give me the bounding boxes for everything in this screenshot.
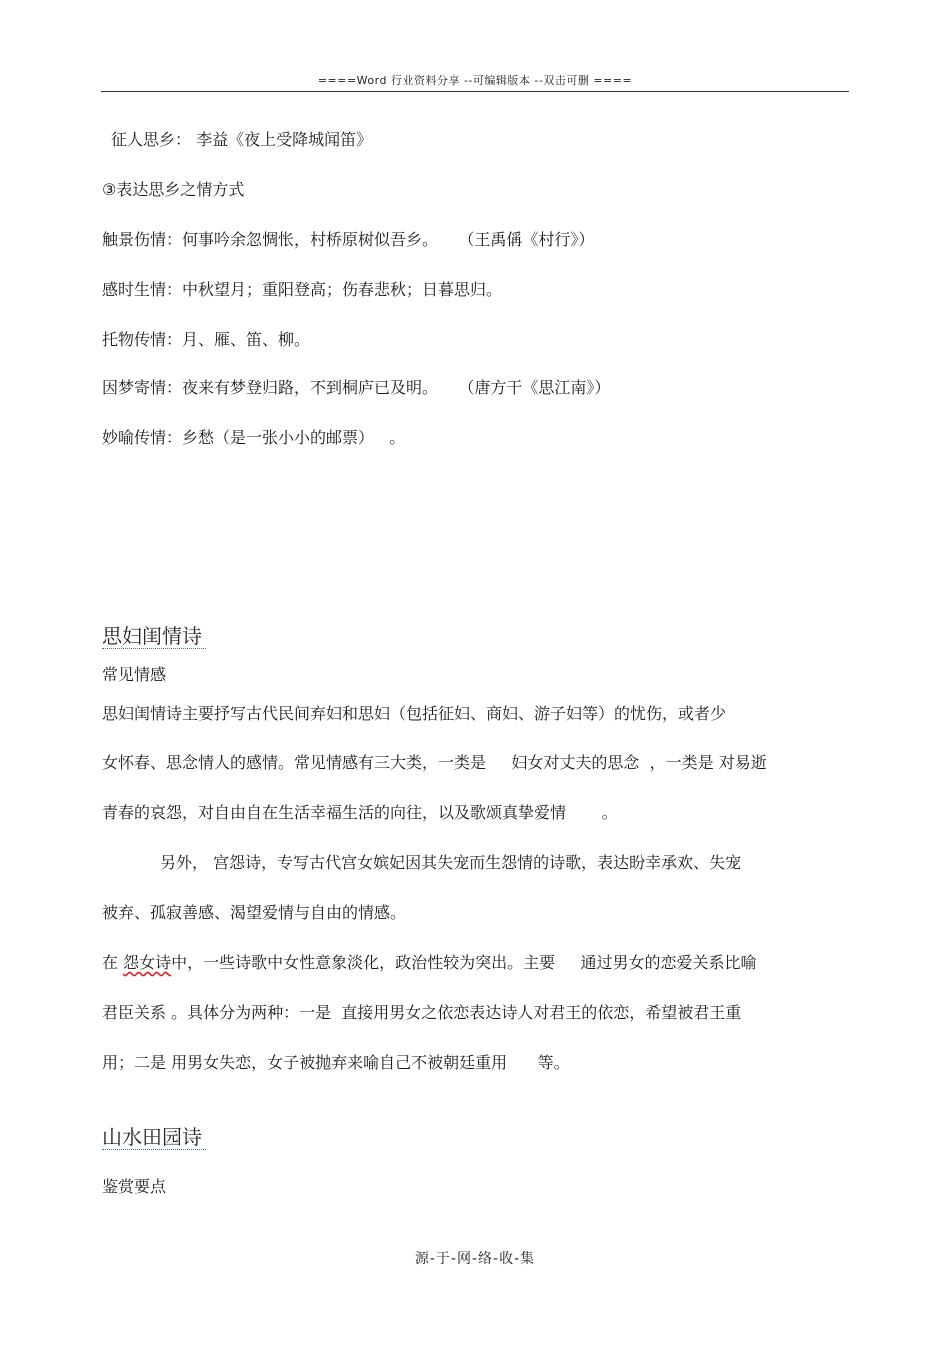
line-scene-emotion: 触景伤情：何事吟余忽惆怅，村桥原树似吾乡。 （王禹偁《村行》）: [102, 230, 595, 249]
line-soldier-nostalgia: 征人思乡： 李益《夜上受降城闻笛》: [111, 130, 373, 149]
paragraph-1-line-3: 青春的哀怨，对自由自在生活幸福生活的向往，以及歌颂真挚爱情 。: [102, 803, 618, 822]
line-time-emotion: 感时生情：中秋望月；重阳登高；伤春悲秋；日暮思归。: [102, 280, 503, 299]
line-metaphor-emotion: 妙喻传情：乡愁（是一张小小的邮票） 。: [102, 428, 406, 447]
page-footer: 源-于-网-络-收-集: [414, 1251, 536, 1267]
line-object-emotion: 托物传情：月、雁、笛、柳。: [102, 330, 311, 349]
subheading-common-emotions: 常见情感: [102, 665, 167, 684]
subheading-appreciation-points: 鉴赏要点: [102, 1177, 167, 1196]
paragraph-3-line-1: [102, 953, 757, 973]
subheading-nostalgia-methods: ③表达思乡之情方式: [102, 180, 245, 199]
heading-boudoir-poetry: 思妇闺情诗: [102, 624, 206, 649]
header-rule: [101, 91, 849, 92]
paragraph-1-line-2: 女怀春、思念情人的感情。常见情感有三大类，一类是 妇女对丈夫的思念 ，一类是 对易逝: [102, 753, 767, 772]
page-header: ====Word 行业资料分享 --可编辑版本 --双击可删 ====: [317, 74, 633, 87]
p3-prefix: 在: [102, 953, 124, 972]
paragraph-2-line-1: 另外， 宫怨诗，专写古代宫女嫔妃因其失宠而生怨情的诗歌，表达盼幸承欢、失宠: [160, 853, 742, 872]
spellcheck-underlined-term: 怨女诗: [123, 953, 172, 972]
paragraph-1-line-1: 思妇闺情诗主要抒写古代民间弃妇和思妇（包括征妇、商妇、游子妇等）的忧伤，或者少: [102, 704, 727, 723]
paragraph-3-line-2: 君臣关系 。具体分为两种：一是 直接用男女之依恋表达诗人对君王的依恋，希望被君王重: [102, 1003, 742, 1022]
line-dream-emotion: 因梦寄情：夜来有梦登归路，不到桐庐已及明。 （唐方干《思江南》）: [102, 378, 611, 397]
paragraph-2-line-2: 被弃、孤寂善感、渴望爱情与自由的情感。: [102, 903, 407, 922]
heading-landscape-poetry: 山水田园诗: [102, 1125, 206, 1150]
p3-rest: 中，一些诗歌中女性意象淡化，政治性较为突出。主要 通过男女的恋爱关系比喻: [171, 953, 757, 972]
paragraph-3-line-3: 用；二是 用男女失恋，女子被抛弃来喻自己不被朝廷重用 等。: [102, 1053, 570, 1072]
